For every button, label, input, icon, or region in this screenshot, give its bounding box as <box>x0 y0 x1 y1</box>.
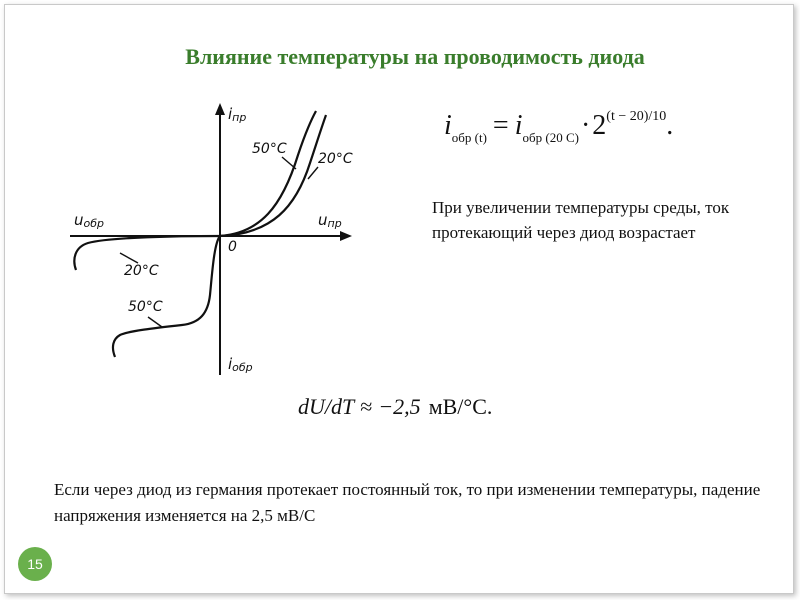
vertical-axis-arrow <box>215 103 225 115</box>
axis-label-reverse-current: iобр <box>228 355 253 374</box>
formula-voltage-temperature <box>296 386 516 426</box>
label-reverse-50c: 50°С <box>128 299 163 315</box>
slide-title: Влияние температуры на проводимость диода <box>185 44 645 69</box>
leader-forward-50c <box>282 157 296 169</box>
leader-forward-20c <box>308 167 318 179</box>
label-forward-50c: 50°С <box>252 141 287 157</box>
axis-label-forward-voltage: uпр <box>318 211 342 230</box>
horizontal-axis-arrow <box>340 231 352 241</box>
leader-reverse-20c <box>120 253 138 263</box>
svg-text:iобр (t)=iобр (20 С)·2(t − 20: $i_{обр (t)} = i_{обр (20 С)}\cdot 2^{(t - 20)/10}$. <box>444 109 674 145</box>
leader-reverse-50c <box>148 317 162 327</box>
axis-label-forward-current: iпр <box>228 105 247 124</box>
diode-iv-diagram <box>60 95 360 385</box>
axis-label-reverse-voltage: uобр <box>74 211 105 230</box>
label-forward-20c: 20°С <box>318 151 353 167</box>
svg-text:dU/dT≈−2,5мВ/°С.: dU/dT ≈ −2,5 мВ/°С. <box>298 394 493 419</box>
description-text: При увеличении температуры среды, ток протекающий через диод возрастает <box>432 198 730 242</box>
curve-reverse-50c <box>113 236 220 357</box>
curve-forward-50c <box>220 111 316 236</box>
label-reverse-20c: 20°С <box>124 263 159 279</box>
page-number-badge: 15 <box>18 547 52 581</box>
formula-reverse-current <box>440 96 770 156</box>
origin-label: 0 <box>228 239 237 255</box>
germanium-note-text: Если через диод из германия протекает постоянный ток, то при изменении температуры, падение напряжения изменяется на 2,5 мВ/С <box>54 480 761 525</box>
